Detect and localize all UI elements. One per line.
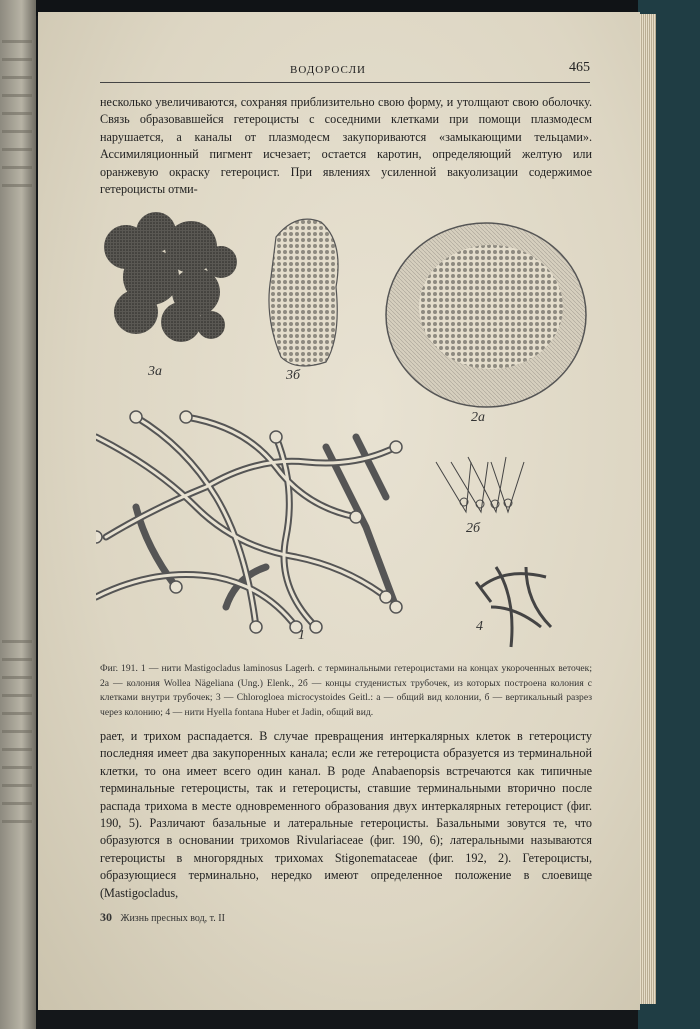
label-2b: 2б [466,521,481,536]
bottom-paragraph-block [100,728,592,902]
label-4: 4 [476,619,483,634]
book-page [38,12,640,1010]
filaments-1-drawing [96,417,396,627]
figure-191 [96,207,596,657]
top-paragraph: несколько увеличиваются, сохраняя приблизительно свою форму, и утолщают свою оболочку. Связь образовавшейся гетероцисты с соседними клетками при помощи плазмодесм нарушается, а каналы от плазмодесм закупориваются «замыкающими тельцами». Ассимиляционный пигмент исчезает; остается каротин, определяющий желтую или оранжевую окраску гетероцист. При явлениях усиленной вакуолизации содержимое гетероцисты отми- [100,95,592,197]
section-3b-drawing [269,219,338,366]
running-head: ВОДОРОСЛИ [290,64,366,76]
page-edges [640,14,656,1004]
signature-number: 30 [100,910,112,924]
page-footer [100,910,225,925]
colony-3a-drawing [104,212,237,342]
figure-caption [100,662,592,721]
label-1: 1 [298,628,305,643]
top-paragraph-block [100,94,592,198]
tubes-2b-drawing [436,457,524,512]
signature-text: Жизнь пресных вод, т. II [120,913,225,924]
page-header [100,60,590,83]
hyella-4-drawing [476,567,551,647]
colony-2a-drawing [386,223,586,407]
label-3a: 3а [148,364,162,379]
page-number: 465 [569,60,590,75]
caption-text: Фиг. 191. 1 — нити Mastigocladus laminosus Lagerh. с терминальными гетероцистами на концах укороченных веточек; 2а — колония Wollea Nägeliana (Ung.) Elenk., 2б — концы студенистых трубочек, из которых построена колония с клетками внутри трубочек; 3 — Chlorogloea microcystoides Geitl.: а — общий вид колонии, б — вертикальный разрез через колонию; 4 — нити Hyella fontana Huber et Jadin, общий вид. [100,663,592,719]
label-3b: 3б [286,368,301,383]
label-2a: 2а [471,410,485,425]
left-page-strip [0,0,36,1029]
bottom-paragraph: рает, и трихом распадается. В случае превращения интеркалярных клеток в гетероцисту последняя имеет два закупоренных канала; если же гетероциста образуется из терминальной клетки, то она имеет всего один канал. В роде Anabaenopsis встречаются как типичные терминальные гетероцисты, так и гетероцисты, ставшие терминальными вторично после распада трихома в месте одновременного образования двух интеркалярных гетероцист (фиг. 190, 5). Различают базальные и латеральные гетероцисты. Базальными зовутся те, что образуются в основании трихомов Rivulariaceae (фиг. 190, 6); латеральными называются гетероцисты в многорядных трихомах Stigonemataceae (фиг. 192, 2). Гетероцисты, образующиеся терминально, нередко имеют определенное положение в слоевище (Mastigocladus, [100,729,592,900]
